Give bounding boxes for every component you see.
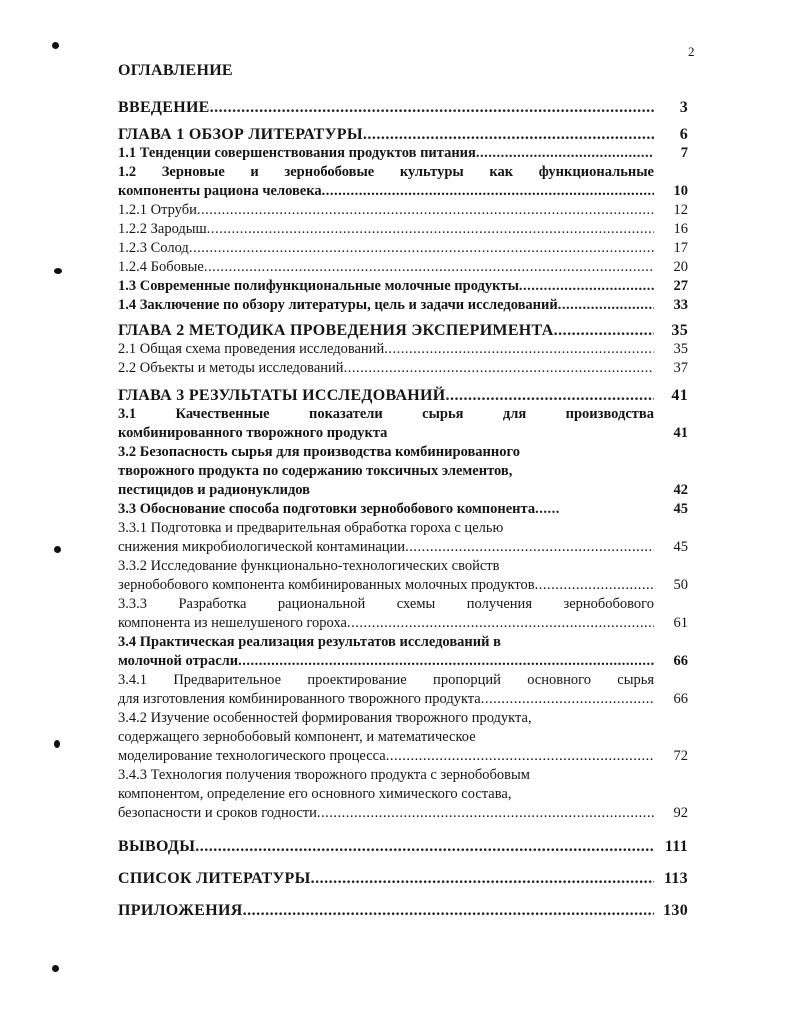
scan-speck: [52, 965, 59, 972]
toc-title: ОГЛАВЛЕНИЕ: [118, 62, 233, 79]
toc-entry-title: ВВЕДЕНИЕ: [118, 99, 210, 116]
toc-page-number: 45: [673, 539, 688, 555]
toc-entry-line: 3.4 Практическая реализация результатов исследований в: [118, 634, 501, 650]
toc-entry-line: 3.3.1 Подготовка и предварительная обработка гороха с целью: [118, 520, 504, 536]
scan-speck: [54, 268, 62, 274]
toc-entry-title: 1.1 Тенденции совершенствования продуктов питания: [118, 145, 476, 161]
toc-entry-line: для изготовления комбинированного творожного продукта: [118, 691, 481, 707]
toc-page-number: 66: [673, 691, 688, 707]
toc-page-number: 66: [673, 653, 688, 669]
toc-entry-line: 3.4.2 Изучение особенностей формирования творожного продукта,: [118, 710, 532, 726]
toc-entry-line: 3.1 Качественные показатели сырья для производства: [118, 406, 654, 422]
toc-entry-title: ГЛАВА 3 РЕЗУЛЬТАТЫ ИССЛЕДОВАНИЙ: [118, 387, 446, 404]
toc-entry-line: безопасности и сроков годности: [118, 805, 317, 821]
leader-dots: [189, 239, 654, 258]
toc-entry-line: молочной отрасли: [118, 653, 239, 669]
leader-dots: [535, 500, 559, 519]
leader-dots: [476, 144, 654, 163]
toc-entry: [118, 709, 688, 766]
toc-entry-line: 3.3.2 Исследование функционально-технологических свойств: [118, 558, 500, 574]
toc-entry-line: компонентом, определение его основного химического состава,: [118, 786, 512, 802]
leader-dots: [386, 747, 654, 766]
toc-entry: [118, 321, 688, 340]
toc-entry-title: 2.2 Объекты и методы исследований: [118, 360, 344, 376]
toc-entry: [118, 277, 688, 296]
toc-entry: [118, 837, 688, 856]
toc-entry-line: зернобобового компонента комбинированных молочных продуктов: [118, 577, 535, 593]
toc-page-number: 42: [673, 482, 688, 498]
toc-entry-line: моделирование технологического процесса: [118, 748, 386, 764]
toc-page-number: 33: [673, 297, 688, 313]
toc-page-number: 7: [680, 145, 688, 161]
toc-page-number: 61: [673, 615, 688, 631]
leader-dots: [405, 538, 654, 557]
toc-entry-line: пестицидов и радионуклидов: [118, 482, 311, 498]
toc-entry: [118, 201, 688, 220]
toc-entry-title: 1.2.1 Отруби: [118, 202, 197, 218]
leader-dots: [347, 614, 654, 633]
leader-dots: [363, 125, 654, 144]
leader-dots: [317, 804, 654, 823]
toc-page-number: 27: [673, 278, 688, 294]
toc-entry-line: 1.2 Зерновые и зернобобовые культуры как функциональные: [118, 164, 654, 180]
toc-entry-line: компонента из нешелушеного гороха: [118, 615, 347, 631]
toc-entry-title: 1.4 Заключение по обзору литературы, цель и задачи исследований: [118, 297, 558, 313]
toc-entry: [118, 766, 688, 823]
leader-dots: [210, 98, 654, 117]
toc-entry-line: 3.4.1 Предварительное проектирование пропорций основного сырья: [118, 672, 654, 688]
toc-entry-line: компоненты рациона человека: [118, 183, 322, 199]
toc-page-number: 17: [673, 240, 688, 256]
toc-entry: [118, 671, 688, 709]
leader-dots: [238, 652, 654, 671]
toc-entry-title: 1.2.4 Бобовые: [118, 259, 204, 275]
leader-dots: [384, 340, 654, 359]
toc-page-number: 35: [671, 322, 688, 339]
toc-page-number: 113: [663, 870, 688, 887]
toc-entry-line: 3.4.3 Технология получения творожного продукта с зернобобовым: [118, 767, 530, 783]
toc-page-number: 72: [673, 748, 688, 764]
toc-page-number: 41: [673, 425, 688, 441]
page-number: 2: [688, 44, 695, 59]
leader-dots: [558, 296, 654, 315]
toc-page-number: 3: [679, 99, 688, 116]
toc-page-number: 12: [673, 202, 688, 218]
toc-entry: [118, 405, 688, 443]
toc-entry-title: 1.3 Современные полифункциональные молочные продукты: [118, 278, 519, 294]
toc-entry-title: СПИСОК ЛИТЕРАТУРЫ: [118, 870, 311, 887]
toc-entry: [118, 163, 688, 201]
toc-entry-line: 3.2 Безопасность сырья для производства комбинированного: [118, 444, 520, 460]
toc-entry-title: 1.2.3 Солод: [118, 240, 189, 256]
leader-dots: [243, 901, 654, 920]
toc-entry: [118, 901, 688, 920]
toc-entry: [118, 443, 688, 500]
toc-entry-title: ВЫВОДЫ: [118, 838, 196, 855]
toc-page-number: 50: [673, 577, 688, 593]
leader-dots: [195, 837, 654, 856]
toc-entry: [118, 869, 688, 888]
toc-page-number: 6: [679, 126, 688, 143]
toc-entry: [118, 386, 688, 405]
toc-entry: [118, 125, 688, 144]
toc-page-number: 41: [671, 387, 688, 404]
toc-entry-title: ПРИЛОЖЕНИЯ: [118, 902, 243, 919]
leader-dots: [344, 359, 654, 378]
toc-page-number: 35: [673, 341, 688, 357]
toc-entry: [118, 340, 688, 359]
leader-dots: [554, 321, 654, 340]
toc-entry-line: комбинированного творожного продукта: [118, 425, 388, 441]
toc-page-number: 37: [673, 360, 688, 376]
leader-dots: [519, 277, 654, 296]
toc-entry: [118, 633, 688, 671]
toc-entry: [118, 500, 688, 519]
leader-dots: [535, 576, 654, 595]
toc-entry-line: 3.3.3 Разработка рациональной схемы получения зернобобового: [118, 596, 654, 612]
scan-speck: [52, 42, 59, 49]
toc-entry: [118, 220, 688, 239]
toc-entry: [118, 98, 688, 117]
leader-dots: [311, 869, 654, 888]
toc-entry: [118, 296, 688, 315]
toc-entry: [118, 595, 688, 633]
toc-entry: [118, 258, 688, 277]
toc-page-number: 20: [673, 259, 688, 275]
scan-speck: [54, 740, 60, 748]
toc-entry: [118, 239, 688, 258]
toc-entry: [118, 359, 688, 378]
leader-dots: [204, 258, 654, 277]
leader-dots: [207, 220, 654, 239]
toc-page-number: 111: [664, 838, 688, 855]
toc-entry-line: снижения микробиологической контаминации: [118, 539, 406, 555]
leader-dots: [481, 690, 654, 709]
toc-entry-title: ГЛАВА 1 ОБЗОР ЛИТЕРАТУРЫ: [118, 126, 363, 143]
toc-entry-title: 1.2.2 Зародыш: [118, 221, 207, 237]
table-of-contents: [118, 98, 688, 920]
toc-page-number: 16: [673, 221, 688, 237]
leader-dots: [322, 182, 654, 201]
toc-page-number: 92: [673, 805, 688, 821]
toc-entry-line: содержащего зернобобовый компонент, и математическое: [118, 729, 476, 745]
toc-entry-title: ГЛАВА 2 МЕТОДИКА ПРОВЕДЕНИЯ ЭКСПЕРИМЕНТА: [118, 322, 554, 339]
toc-page-number: 130: [663, 902, 688, 919]
leader-dots: [446, 386, 654, 405]
toc-entry-title: 3.3 Обоснование способа подготовки зернобобового компонента: [118, 501, 536, 517]
toc-entry-line: творожного продукта по содержанию токсичных элементов,: [118, 463, 513, 479]
scan-speck: [54, 546, 61, 553]
toc-page-number: 45: [673, 501, 688, 517]
leader-dots: [197, 201, 654, 220]
toc-entry-title: 2.1 Общая схема проведения исследований: [118, 341, 385, 357]
toc-entry: [118, 519, 688, 557]
toc-entry: [118, 557, 688, 595]
toc-entry: [118, 144, 688, 163]
toc-page-number: 10: [673, 183, 688, 199]
